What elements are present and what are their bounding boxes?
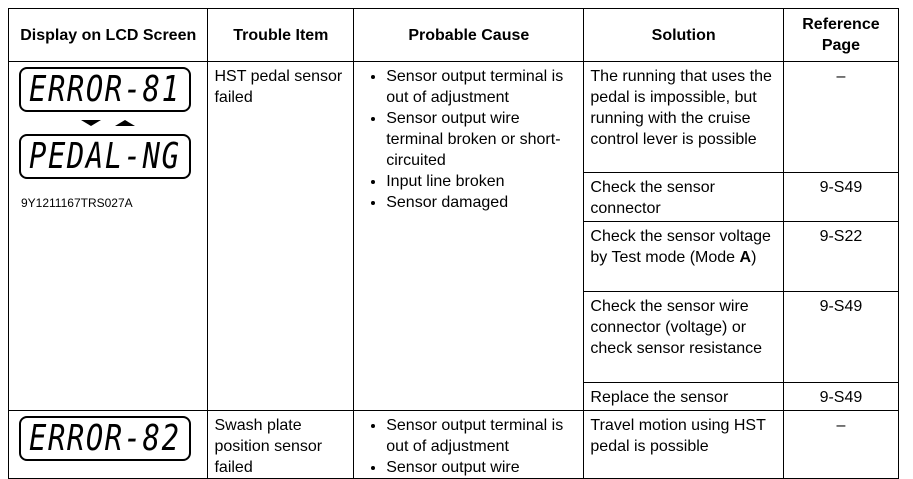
lcd-error-code: ERROR-81 (29, 69, 181, 110)
lcd-screen-message (19, 134, 191, 179)
solution-text: Travel motion using HST pedal is possible (584, 411, 783, 479)
list-item: • Sensor output wire (386, 457, 577, 478)
solution-text (584, 222, 783, 292)
solution-text-post: ) (751, 249, 757, 266)
solution-text: Check the sensor wire connector (voltage) or check sensor resistance (584, 292, 783, 383)
list-item: • Input line broken (386, 171, 577, 192)
lcd-display-cell (9, 62, 208, 411)
arrow-down-icon (81, 120, 101, 126)
reference-page: 9-S49 (783, 383, 898, 411)
reference-page: 9-S49 (783, 173, 898, 222)
list-item: • Sensor damaged (386, 192, 577, 213)
lcd-error-code: ERROR-82 (29, 418, 181, 459)
reference-page: – (783, 411, 898, 479)
table-row (9, 411, 899, 479)
solution-text: The running that uses the pedal is impossible, but running with the cruise control lever is possible (584, 62, 783, 173)
reference-page: 9-S22 (783, 222, 898, 292)
cause-list (360, 66, 577, 213)
trouble-item: Swash plate position sensor failed (208, 411, 354, 479)
probable-cause-cell (354, 411, 584, 479)
solution-text: Replace the sensor (584, 383, 783, 411)
header-row (9, 9, 899, 62)
header-solution: Solution (584, 9, 783, 62)
solution-mode: A (739, 249, 752, 266)
header-reference: Reference Page (783, 9, 898, 62)
list-item: • Sensor output terminal is out of adjustment (386, 415, 577, 457)
reference-page: 9-S49 (783, 292, 898, 383)
probable-cause-cell (354, 62, 584, 411)
table-row (9, 62, 899, 173)
troubleshooting-table (8, 8, 899, 479)
header-trouble: Trouble Item (208, 9, 354, 62)
cause-list (360, 415, 577, 478)
lcd-message: PEDAL-NG (29, 136, 181, 177)
trouble-item: HST pedal sensor failed (208, 62, 354, 411)
lcd-alternate-arrows (17, 112, 199, 134)
solution-text: Check the sensor connector (584, 173, 783, 222)
arrow-up-icon (115, 120, 135, 126)
lcd-screen-error (19, 67, 191, 112)
lcd-screen-error (19, 416, 191, 461)
reference-page: – (783, 62, 898, 173)
list-item: • Sensor output terminal is out of adjustment (386, 66, 577, 108)
header-display: Display on LCD Screen (9, 9, 208, 62)
header-cause: Probable Cause (354, 9, 584, 62)
solution-text-pre: Check the sensor voltage by Test mode (Mode (590, 228, 771, 266)
list-item: • Sensor output wire terminal broken or short-circuited (386, 108, 577, 171)
figure-id: 9Y1211167TRS027A (21, 196, 133, 210)
lcd-display-cell (9, 411, 208, 479)
